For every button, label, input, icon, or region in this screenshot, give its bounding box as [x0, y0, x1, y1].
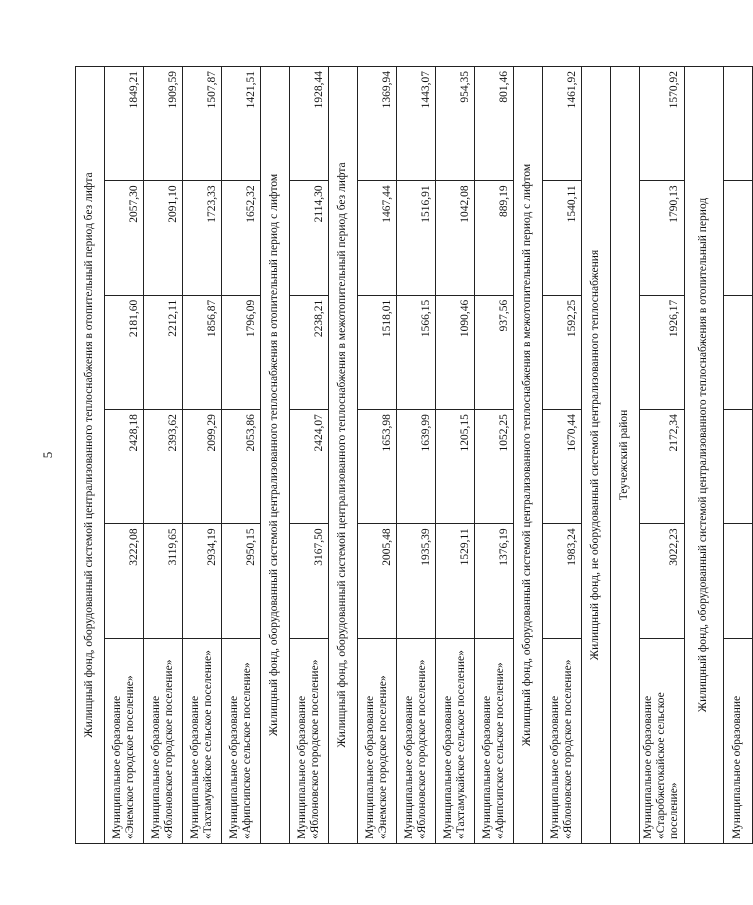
- row-name: Муниципальное образование «Энемское городское поселение»: [358, 638, 397, 843]
- cell-value: 2099,29: [183, 410, 222, 524]
- cell-value: 1983,24: [543, 524, 582, 638]
- row-name: Муниципальное образование «Тахтамукайское сельское поселение»: [436, 638, 475, 843]
- cell-value: 2428,18: [105, 410, 144, 524]
- cell-value: 937,56: [475, 295, 514, 409]
- page-number: 5: [40, 451, 55, 459]
- cell-value: 1421,51: [222, 67, 261, 181]
- cell-value: 3222,08: [105, 524, 144, 638]
- cell-value: [723, 67, 752, 181]
- table-row: [723, 67, 752, 844]
- row-name: Муниципальное образование «Энемское городское поселение»: [105, 638, 144, 843]
- table-row: [475, 67, 514, 844]
- cell-value: 954,35: [436, 67, 475, 181]
- cell-value: 1653,98: [358, 410, 397, 524]
- cell-value: 1652,32: [222, 181, 261, 295]
- cell-value: 1592,25: [543, 295, 582, 409]
- cell-value: 2393,62: [144, 410, 183, 524]
- cell-value: 1376,19: [475, 524, 514, 638]
- cell-value: [723, 410, 752, 524]
- table-row: [222, 67, 261, 844]
- section-title: Жилищный фонд, оборудованный системой централизованного теплоснабжения в отопительный период с лифтом: [261, 67, 290, 844]
- cell-value: 1090,46: [436, 295, 475, 409]
- cell-value: 1369,94: [358, 67, 397, 181]
- row-name: Муниципальное образование «Афипсипское сельское поселение»: [475, 638, 514, 843]
- cell-value: 3167,50: [290, 524, 329, 638]
- cell-value: 1570,92: [640, 67, 685, 181]
- cell-value: 1516,91: [397, 181, 436, 295]
- cell-value: 1042,08: [436, 181, 475, 295]
- cell-value: 1461,92: [543, 67, 582, 181]
- cell-value: 1670,44: [543, 410, 582, 524]
- cell-value: 1529,11: [436, 524, 475, 638]
- cell-value: 2057,30: [105, 181, 144, 295]
- section-title: Жилищный фонд, оборудованный системой централизованного теплоснабжения в отопительный период: [684, 67, 723, 844]
- cell-value: 1723,33: [183, 181, 222, 295]
- cell-value: 1443,07: [397, 67, 436, 181]
- cell-value: 2950,15: [222, 524, 261, 638]
- cell-value: 1909,59: [144, 67, 183, 181]
- cell-value: 1935,39: [397, 524, 436, 638]
- cell-value: [723, 524, 752, 638]
- table-row: [290, 67, 329, 844]
- cell-value: [723, 181, 752, 295]
- row-name: Муниципальное образование «Яблоновское городское поселение»: [290, 638, 329, 843]
- row-name: Муниципальное образование «Тахтамукайское сельское поселение»: [183, 638, 222, 843]
- cell-value: 2114,30: [290, 181, 329, 295]
- cell-value: 3022,23: [640, 524, 685, 638]
- cell-value: 2212,11: [144, 295, 183, 409]
- cell-value: 1856,87: [183, 295, 222, 409]
- table-row: [543, 67, 582, 844]
- cell-value: 1796,09: [222, 295, 261, 409]
- cell-value: 2181,60: [105, 295, 144, 409]
- cell-value: 1566,15: [397, 295, 436, 409]
- cell-value: 2934,19: [183, 524, 222, 638]
- row-name: Муниципальное образование «Яблоновское городское поселение»: [543, 638, 582, 843]
- cell-value: 1928,44: [290, 67, 329, 181]
- table-content: [75, 66, 744, 844]
- cell-value: 1052,25: [475, 410, 514, 524]
- row-name: Муниципальное образование «Яблоновское городское поселение»: [397, 638, 436, 843]
- cell-value: 1926,17: [640, 295, 685, 409]
- section-title: Жилищный фонд, не оборудованный системой централизованного теплоснабжения: [582, 67, 611, 844]
- cell-value: 1540,11: [543, 181, 582, 295]
- section-title: Теучежский район: [611, 67, 640, 844]
- row-name: Муниципальное образование «Старобжегокайское сельское поселение»: [640, 638, 685, 843]
- table-row: [640, 67, 685, 844]
- cell-value: 1639,99: [397, 410, 436, 524]
- cell-value: 1849,21: [105, 67, 144, 181]
- cell-value: 1205,15: [436, 410, 475, 524]
- cell-value: 2172,34: [640, 410, 685, 524]
- tariff-table: [75, 66, 753, 844]
- table-row: [183, 67, 222, 844]
- cell-value: 1790,13: [640, 181, 685, 295]
- table-row: [358, 67, 397, 844]
- cell-value: [723, 295, 752, 409]
- section-title: Жилищный фонд, оборудованный системой централизованного теплоснабжения в отопительный период без лифта: [76, 67, 105, 844]
- row-name: Муниципальное образование: [723, 638, 752, 843]
- cell-value: 1507,87: [183, 67, 222, 181]
- rotated-table-frame: [75, 66, 744, 844]
- section-title: Жилищный фонд, оборудованный системой централизованного теплоснабжения в межотопительный период без лифта: [329, 67, 358, 844]
- cell-value: 889,19: [475, 181, 514, 295]
- section-title: Жилищный фонд, оборудованный системой централизованного теплоснабжения в межотопительный период с лифтом: [514, 67, 543, 844]
- cell-value: 1518,01: [358, 295, 397, 409]
- cell-value: 2005,48: [358, 524, 397, 638]
- cell-value: 2424,07: [290, 410, 329, 524]
- cell-value: 801,46: [475, 67, 514, 181]
- cell-value: 2238,21: [290, 295, 329, 409]
- table-row: [144, 67, 183, 844]
- table-row: [397, 67, 436, 844]
- cell-value: 1467,44: [358, 181, 397, 295]
- table-row: [105, 67, 144, 844]
- row-name: Муниципальное образование «Яблоновское городское поселение»: [144, 638, 183, 843]
- cell-value: 3119,65: [144, 524, 183, 638]
- cell-value: 2053,86: [222, 410, 261, 524]
- cell-value: 2091,10: [144, 181, 183, 295]
- table-row: [436, 67, 475, 844]
- row-name: Муниципальное образование «Афипсипское сельское поселение»: [222, 638, 261, 843]
